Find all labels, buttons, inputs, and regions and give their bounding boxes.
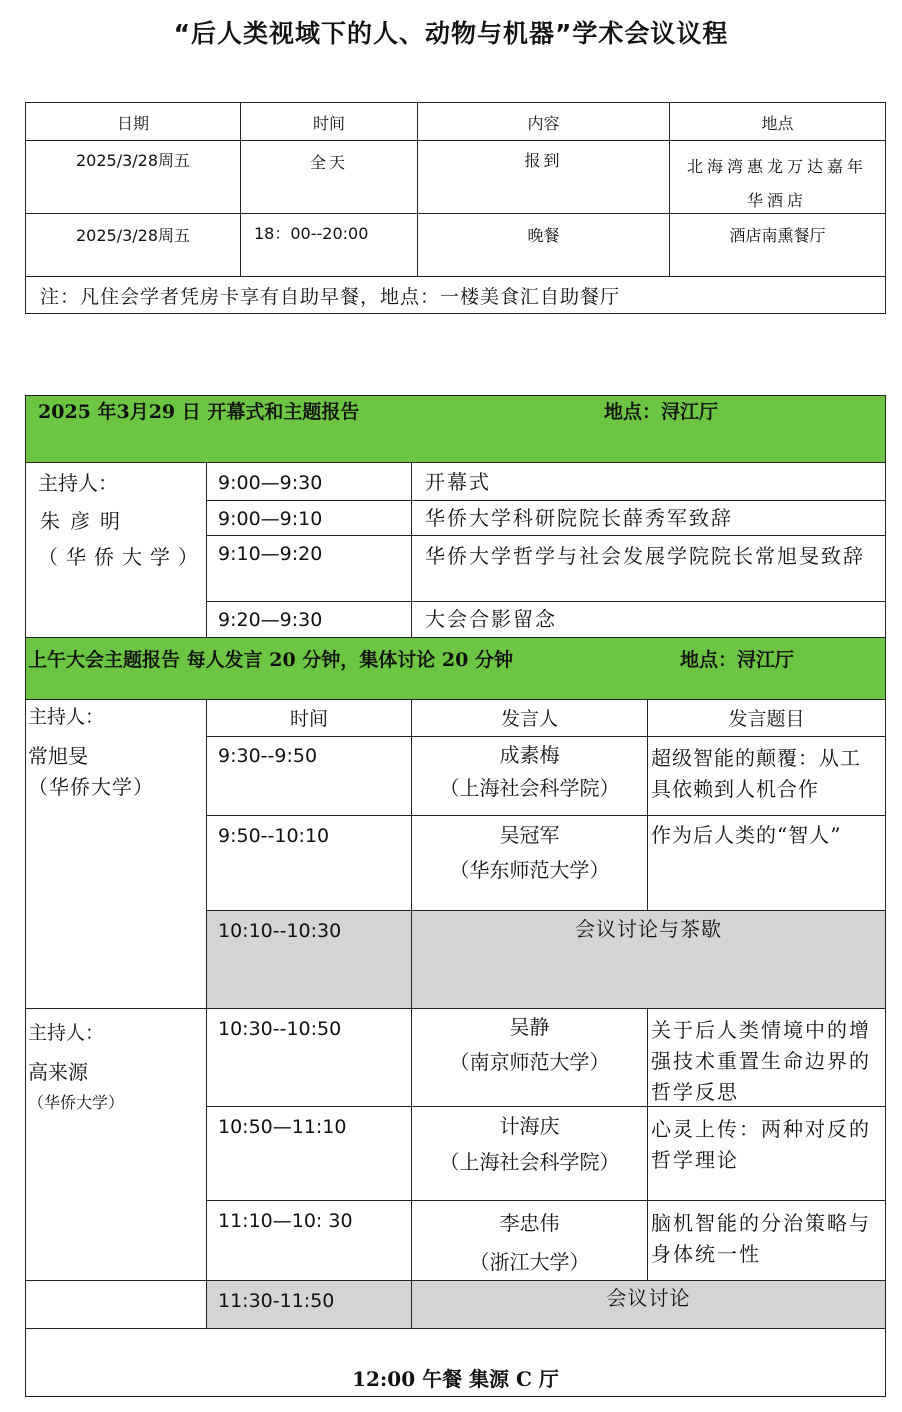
s1-talk1-speaker: 成素梅 xyxy=(499,743,560,767)
s2-talk1-org: （南京师范大学） xyxy=(449,1050,610,1074)
day1-row2-time: 18：00--20:00 xyxy=(254,224,369,243)
opening-row1-content: 开幕式 xyxy=(425,470,491,494)
day1-row1-date: 2025/3/28周五 xyxy=(75,151,191,170)
day1-row1-content: 报到 xyxy=(524,151,563,170)
opening-row1-time: 9:00—9:30 xyxy=(218,472,323,494)
opening-row4-time: 9:20—9:30 xyxy=(218,609,323,631)
s2-talk3-topic: 脑机智能的分治策略与身体统一性 xyxy=(651,1211,871,1266)
day1-row1-time: 全天 xyxy=(309,153,348,172)
session1-host-label: 主持人： xyxy=(28,706,105,728)
discussion-label: 会议讨论 xyxy=(606,1286,691,1310)
s1-talk2-topic: 作为后人类的“智人” xyxy=(651,823,842,847)
s1-talk2-time: 9:50--10:10 xyxy=(218,825,330,847)
header-time: 时间 xyxy=(312,114,345,133)
opening-row2-time: 9:00—9:10 xyxy=(218,508,323,530)
morning-banner-title: 上午大会主题报告 每人发言 20 分钟，集体讨论 20 分钟 xyxy=(28,649,513,671)
session2-host-name: 高来源 xyxy=(28,1060,88,1084)
opening-host-org: （华侨大学） xyxy=(38,545,206,569)
lunch-info: 12:00 午餐 集源 C 厅 xyxy=(352,1367,559,1391)
s2-talk2-time: 10:50—11:10 xyxy=(218,1116,347,1138)
session1-host-name: 常旭旻 xyxy=(28,744,88,768)
session1-host-org: （华侨大学） xyxy=(28,775,154,799)
tea-break-time: 10:10--10:30 xyxy=(218,920,342,942)
s2-talk3-time: 11:10—10: 30 xyxy=(218,1210,353,1232)
day1-note: 注：凡住会学者凭房卡享有自助早餐，地点：一楼美食汇自助餐厅 xyxy=(40,286,621,308)
opening-row4-content: 大会合影留念 xyxy=(425,607,557,631)
morning-header-speaker: 发言人 xyxy=(500,708,558,730)
s1-talk1-time: 9:30--9:50 xyxy=(218,745,318,767)
day1-row1-place: 北海湾惠龙万达嘉年华酒店 xyxy=(686,157,867,210)
s2-talk1-topic: 关于后人类情境中的增强技术重置生命边界的哲学反思 xyxy=(651,1018,871,1104)
page-title: “后人类视域下的人、动物与机器”学术会议议程 xyxy=(173,19,729,48)
session2-host-org: （华侨大学） xyxy=(28,1093,125,1112)
day2-banner-place: 地点：浔江厅 xyxy=(604,401,719,423)
s2-talk3-speaker: 李忠伟 xyxy=(499,1211,560,1235)
morning-header-topic: 发言题目 xyxy=(728,708,805,730)
discussion-time: 11:30-11:50 xyxy=(218,1290,335,1312)
tea-break-label: 会议讨论与茶歇 xyxy=(575,917,722,941)
s2-talk3-org: （浙江大学） xyxy=(469,1250,590,1274)
s1-talk1-org: （上海社会科学院） xyxy=(439,776,620,800)
session2-host-label: 主持人： xyxy=(28,1022,105,1044)
header-date: 日期 xyxy=(116,114,149,133)
opening-row3-time: 9:10—9:20 xyxy=(218,543,323,565)
s2-talk2-org: （上海社会科学院） xyxy=(439,1150,620,1174)
opening-row2-content: 华侨大学科研院院长薛秀军致辞 xyxy=(425,506,733,530)
s1-talk1-topic: 超级智能的颠覆：从工具依赖到人机合作 xyxy=(651,746,861,801)
opening-host-name: 朱彦明 xyxy=(40,509,130,533)
header-place: 地点 xyxy=(761,114,794,133)
s2-talk1-time: 10:30--10:50 xyxy=(218,1018,342,1040)
header-content: 内容 xyxy=(527,114,560,133)
opening-host-label: 主持人： xyxy=(38,471,118,495)
s1-talk2-speaker: 吴冠军 xyxy=(499,823,560,847)
s1-talk2-org: （华东师范大学） xyxy=(449,858,610,882)
morning-header-time: 时间 xyxy=(289,708,328,730)
s2-talk2-topic: 心灵上传：两种对反的哲学理论 xyxy=(651,1117,871,1172)
opening-row3-content: 华侨大学哲学与社会发展学院院长常旭旻致辞 xyxy=(425,544,865,568)
s2-talk1-speaker: 吴静 xyxy=(509,1015,550,1039)
day2-banner-title: 2025 年3月29 日 开幕式和主题报告 xyxy=(38,401,360,423)
day1-row2-date: 2025/3/28周五 xyxy=(75,226,191,245)
s2-talk2-speaker: 计海庆 xyxy=(499,1114,560,1138)
day1-row2-place: 酒店南熏餐厅 xyxy=(729,226,826,245)
day1-row2-content: 晚餐 xyxy=(527,226,560,245)
morning-banner-place: 地点：浔江厅 xyxy=(680,649,795,671)
